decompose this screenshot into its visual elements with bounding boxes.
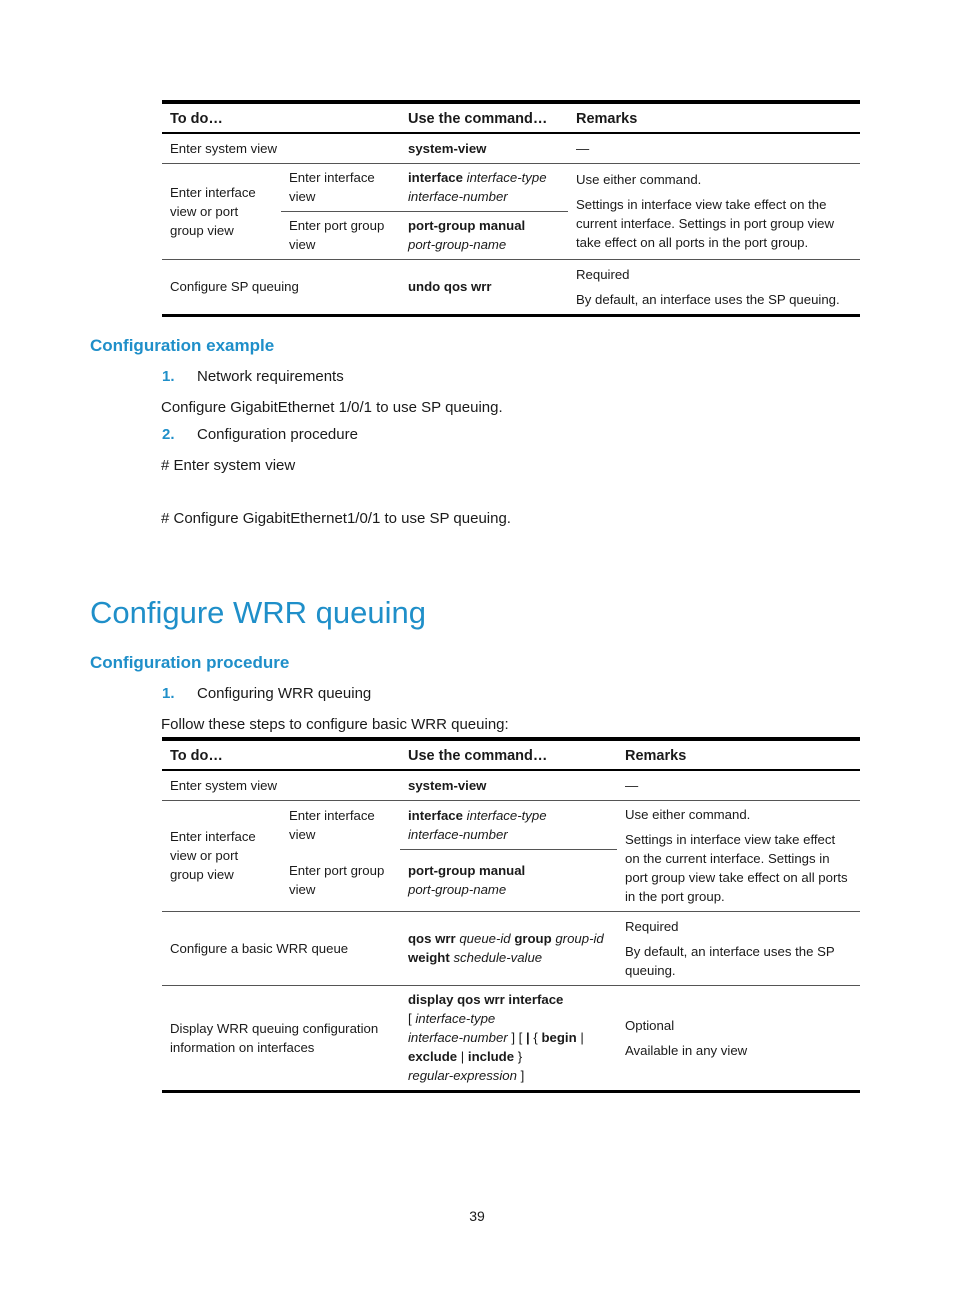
command-arg: regular-expression xyxy=(408,1068,517,1083)
command-arg: port-group-name xyxy=(408,882,507,897)
remarks-line: Required xyxy=(576,266,630,282)
list-number: 1. xyxy=(162,368,175,385)
col-header-todo: To do… xyxy=(162,739,400,770)
command-keyword: interface xyxy=(408,170,463,185)
table-row xyxy=(162,259,860,315)
command-arg: interface-number xyxy=(408,189,508,204)
remarks-line: Use either command. xyxy=(576,172,702,187)
subtask-cell: Enter port group view xyxy=(281,211,400,259)
syntax-bracket: ] [ xyxy=(511,1030,523,1045)
table-row xyxy=(162,133,860,163)
todo-cell: Enter system view xyxy=(162,770,400,800)
table-row xyxy=(162,911,860,985)
paragraph: Configure GigabitEthernet 1/0/1 to use SP queuing. xyxy=(161,399,503,416)
section-heading-config-example: Configuration example xyxy=(90,336,275,355)
command-cell xyxy=(400,849,617,911)
command-keyword: begin xyxy=(541,1030,577,1045)
todo-cell: Enter interface view or port group view xyxy=(162,163,281,259)
table-row xyxy=(162,800,860,849)
step-comment: # Configure GigabitEthernet1/0/1 to use SP queuing. xyxy=(161,510,511,527)
list-item xyxy=(162,685,372,702)
step-comment: # Enter system view xyxy=(161,457,296,474)
syntax-pipe: | xyxy=(526,1030,530,1045)
remarks-line: By default, an interface uses the SP queuing. xyxy=(576,291,840,307)
command-cell xyxy=(400,800,617,849)
table-row xyxy=(162,770,860,800)
subtask-cell: Enter interface view xyxy=(281,163,400,211)
page-number: 39 xyxy=(469,1208,485,1224)
col-header-remarks: Remarks xyxy=(568,102,860,133)
command-keyword: display qos wrr interface xyxy=(408,992,564,1007)
todo-cell: Enter system view xyxy=(162,133,400,163)
list-item-text: Configuration procedure xyxy=(197,426,358,443)
remarks-line: Settings in interface view take effect on the current interface. Settings in port group view take effect on all ports in the port group. xyxy=(576,197,835,250)
syntax-bracket: ] xyxy=(520,1068,525,1083)
col-header-command: Use the command… xyxy=(400,102,568,133)
syntax-separator: | xyxy=(580,1030,584,1045)
command-cell xyxy=(400,211,568,259)
remarks-cell xyxy=(568,259,860,315)
command-cell xyxy=(400,911,617,985)
command-keyword: port-group manual xyxy=(408,863,526,878)
command-arg: interface-number xyxy=(408,826,508,842)
command-cell: system-view xyxy=(400,133,568,163)
command-keyword: port-group manual xyxy=(408,218,526,233)
remarks-cell: — xyxy=(617,770,860,800)
command-keyword: include xyxy=(467,1049,515,1064)
todo-cell: Configure SP queuing xyxy=(162,259,400,315)
command-arg: schedule-value xyxy=(453,950,543,965)
col-header-command: Use the command… xyxy=(400,739,617,770)
remarks-line: By default, an interface uses the SP queuing. xyxy=(625,943,835,978)
table-row xyxy=(162,985,860,1091)
command-cell xyxy=(400,985,617,1091)
command-cell: system-view xyxy=(400,770,617,800)
remarks-cell xyxy=(617,985,860,1091)
remarks-line: Optional xyxy=(625,1017,675,1033)
command-arg: interface-type xyxy=(466,807,547,823)
remarks-cell: — xyxy=(568,133,860,163)
command-arg: interface-number xyxy=(408,1030,508,1045)
col-header-todo: To do… xyxy=(162,102,400,133)
syntax-separator: | xyxy=(460,1049,465,1064)
command-keyword: interface xyxy=(408,807,463,823)
command-table-sp xyxy=(162,100,860,317)
command-keyword: qos wrr xyxy=(408,931,456,946)
remarks-line: Settings in interface view take effect on the current interface. Settings in port group view take effect on all ports in the port group. xyxy=(625,832,848,904)
syntax-brace: } xyxy=(517,1049,523,1064)
table-header-row xyxy=(162,739,860,770)
section-heading-config-procedure: Configuration procedure xyxy=(90,653,290,672)
command-arg: interface-type xyxy=(415,1011,496,1026)
remarks-line: Use either command. xyxy=(625,807,751,822)
table-header-row xyxy=(162,102,860,133)
remarks-line: Available in any view xyxy=(625,1042,748,1058)
command-table-wrr xyxy=(162,737,860,1093)
list-item xyxy=(162,426,358,443)
table-row xyxy=(162,163,860,211)
todo-cell: Configure a basic WRR queue xyxy=(162,911,400,985)
list-item-text: Configuring WRR queuing xyxy=(197,685,372,702)
remarks-cell xyxy=(568,163,860,259)
list-number: 2. xyxy=(162,426,175,443)
command-keyword: group xyxy=(514,931,552,946)
subtask-cell: Enter interface view xyxy=(289,807,375,842)
command-keyword: weight xyxy=(408,950,450,965)
remarks-line: Required xyxy=(625,918,679,934)
remarks-cell xyxy=(617,800,860,911)
command-arg: queue-id xyxy=(459,931,511,946)
command-cell: undo qos wrr xyxy=(400,259,568,315)
command-arg: interface-type xyxy=(466,170,547,185)
list-item-text: Network requirements xyxy=(197,368,344,385)
command-arg: port-group-name xyxy=(408,237,507,252)
command-arg: group-id xyxy=(555,931,604,946)
list-item xyxy=(162,368,344,385)
paragraph: Follow these steps to configure basic WRR queuing: xyxy=(161,716,509,733)
col-header-remarks: Remarks xyxy=(617,739,860,770)
command-cell xyxy=(400,163,568,211)
todo-cell: Display WRR queuing configuration information on interfaces xyxy=(162,985,400,1091)
command-keyword: exclude xyxy=(408,1049,458,1064)
todo-cell: Enter interface view or port group view xyxy=(162,800,281,911)
subtask-cell: Enter port group view xyxy=(281,849,400,911)
remarks-cell xyxy=(617,911,860,985)
syntax-bracket: [ xyxy=(408,1011,412,1026)
page-title: Configure WRR queuing xyxy=(90,595,427,630)
syntax-brace: { xyxy=(533,1030,538,1045)
list-number: 1. xyxy=(162,685,175,702)
